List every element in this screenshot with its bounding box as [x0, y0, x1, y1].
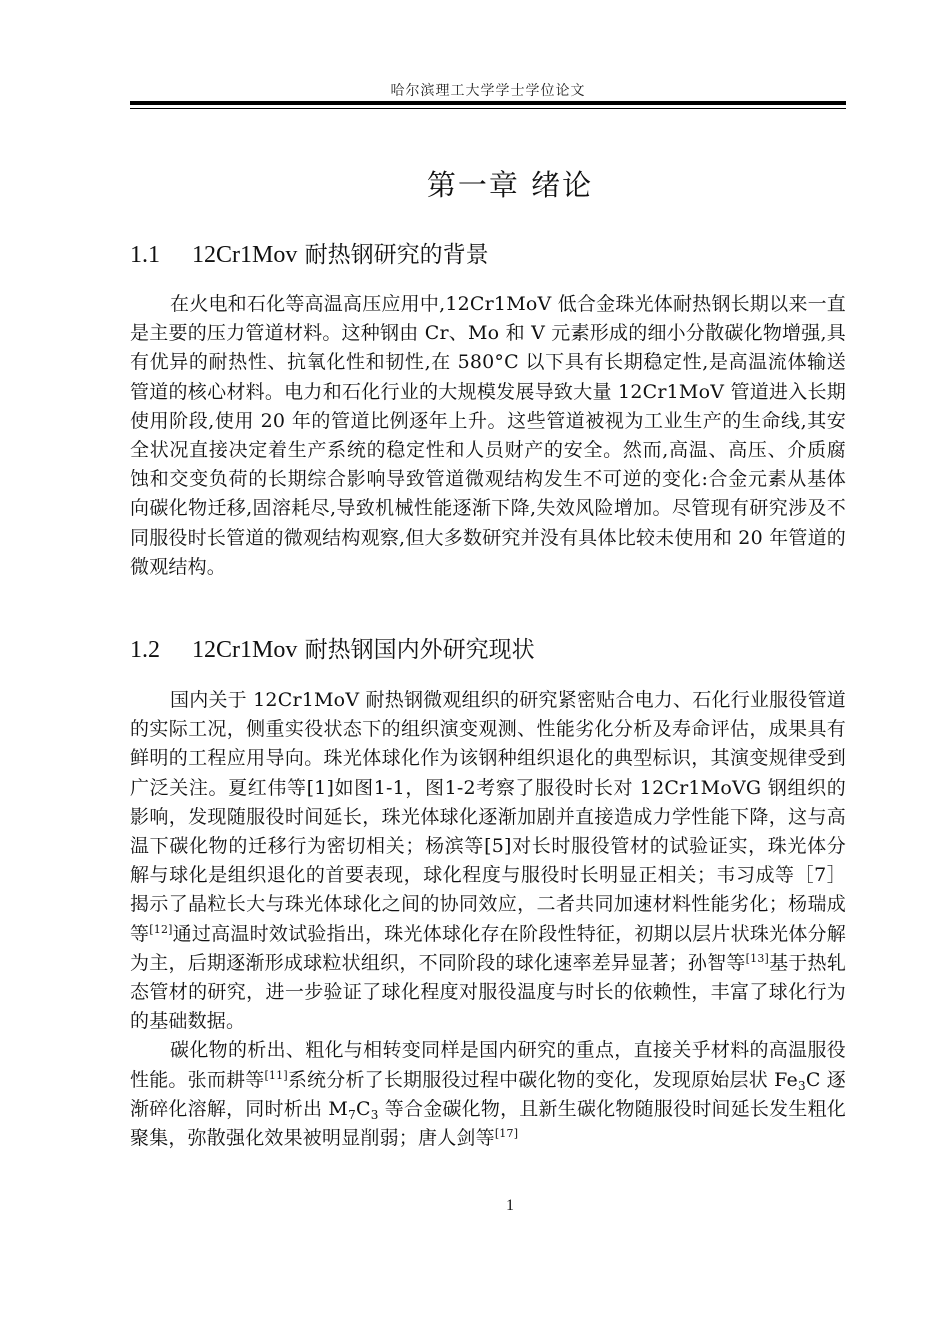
section-title-text: 耐热钢国内外研究现状 [297, 637, 535, 663]
section-title-code: 12Cr1Mov [192, 637, 298, 663]
paragraph-text: 系统分析了长期服役过程中碳化物的变化，发现原始层状 Fe [287, 1068, 798, 1091]
section-heading-1-1 [130, 236, 846, 269]
running-header: 哈尔滨理工大学学士学位论文 [390, 83, 586, 99]
section-title-code: 12Cr1Mov [192, 242, 298, 268]
paragraph-text: C 逐渐碎化溶解，同时析出 M [130, 1068, 846, 1120]
section-number: 1.2 [130, 637, 160, 663]
subscript: 3 [370, 1107, 379, 1122]
paragraph-text: 等合金碳化物，且新生碳化物随服役时间延长发生粗化聚集，弥散强化效果被明显削弱；唐人剑等 [130, 1097, 846, 1150]
chapter-title: 第一章 绪论 [426, 168, 594, 202]
paragraph [130, 1036, 846, 1153]
paragraph-text: C [355, 1097, 371, 1120]
paragraph-text: 国内关于 12Cr1MoV 耐热钢微观组织的研究紧密贴合电力、石化行业服役管道的实际工况，侧重实役状态下的组织演变观测、性能劣化分析及寿命评估，成果具有鲜明的工程应用导向。珠光体球化作为该钢种组织退化的典型标识，其演变规律受到广泛关注。夏红伟等[1]如图1-1，图1-2考察了服役时长对 12Cr1MoVG 钢组织的影响，发现随服役时间延长，珠光体球化逐渐加剧并直接造成力学性能下降，这与高温下碳化物的迁移行为密切相关；杨滨等[5]对长时服役管材的试验证实，珠光体分解与球化是组织退化的首要表现，球化程度与服役时长明显正相关；韦习成等［7］揭示了晶粒长大与珠光体球化之间的协同效应，二者共同加速材料性能劣化；杨瑞成等 [130, 689, 846, 945]
page-number: 1 [506, 1197, 514, 1214]
section-number: 1.1 [130, 242, 160, 268]
section-1-1-body [130, 290, 846, 582]
paragraph-text: 基于热轧态管材的研究，进一步验证了球化程度对服役温度与时长的依赖性，丰富了球化行为的基础数据。 [130, 951, 846, 1033]
subscript: 3 [797, 1078, 806, 1093]
citation: [12] [149, 922, 173, 936]
section-1-2-body [130, 686, 846, 1153]
citation: [11] [264, 1068, 288, 1082]
citation: [17] [494, 1127, 519, 1141]
citation: [13] [745, 951, 770, 965]
paragraph-text: 通过高温时效试验指出，珠光体球化存在阶段性特征，初期以层片状珠光体分解为主，后期逐渐形成球粒状组织，不同阶段的球化速率差异显著；孙智等 [130, 922, 846, 974]
paragraph-text: 碳化物的析出、粗化与相转变同样是国内研究的重点，直接关乎材料的高温服役性能。张而耕等 [130, 1039, 846, 1091]
paragraph: 在火电和石化等高温高压应用中,12Cr1MoV 低合金珠光体耐热钢长期以来一直是主要的压力管道材料。这种钢由 Cr、Mo 和 V 元素形成的细小分散碳化物增强,具有优异的耐热性、抗氧化性和韧性,在 580°C 以下具有长期稳定性,是高温流体输送管道的核心材料。电力和石化行业的大规模发展导致大量 12Cr1MoV 管道进入长期使用阶段,使用 20 年的管道比例逐年上升。这些管道被视为工业生产的生命线,其安全状况直接决定着生产系统的稳定性和人员财产的安全。然而,高温、高压、介质腐蚀和交变负荷的长期综合影响导致管道微观结构发生不可逆的变化:合金元素从基体向碳化物迁移,固溶耗尽,导致机械性能逐渐下降,失效风险增加。尽管现有研究涉及不同服役时长管道的微观结构观察,但大多数研究并没有具体比较未使用和 20 年管道的微观结构。 [130, 293, 846, 578]
paragraph [130, 686, 846, 1036]
section-heading-1-2 [130, 631, 846, 664]
subscript: 7 [348, 1107, 356, 1122]
header-rule-thin [130, 108, 846, 109]
section-title-text: 耐热钢研究的背景 [297, 242, 489, 268]
header-rule-thick [130, 101, 846, 105]
